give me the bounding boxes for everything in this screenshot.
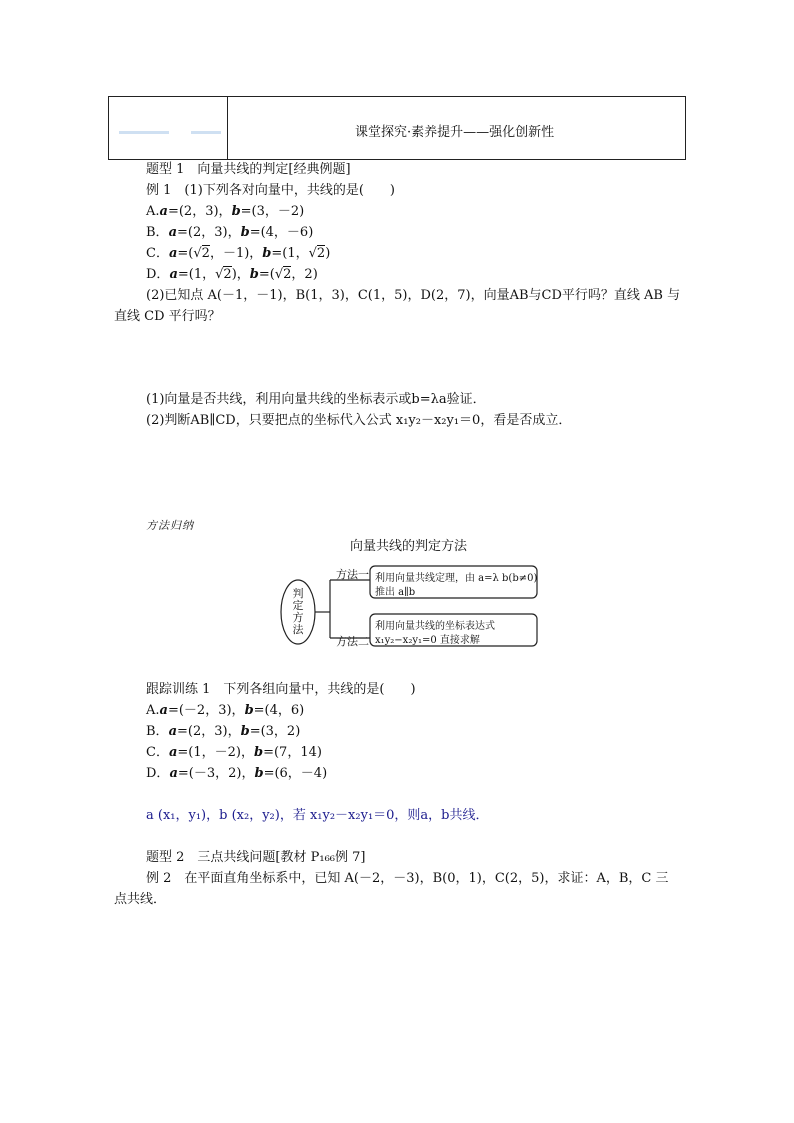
method2-line1: 利用向量共线的坐标表达式 [375, 621, 495, 632]
example2-line2: 点共线． [114, 892, 167, 907]
question2-line1: (2)已知点 A(－1，－1)，B(1，3)，C(1，5)，D(2，7)，向量AB与CD平行吗？直线 AB 与 [146, 288, 681, 303]
hint-line2: (2)判断AB∥CD，只要把点的坐标代入公式 x₁y₂－x₂y₁＝0，看是否成立． [146, 413, 572, 428]
header-title: 课堂探究·素养提升——强化创新性 [355, 125, 555, 140]
example1-intro: 例 1 (1)下列各对向量中，共线的是( ) [146, 183, 395, 198]
hint-line1: (1)向量是否共线，利用向量共线的坐标表示或b=λa验证． [146, 392, 486, 407]
method1-line1: 利用向量共线定理，由 a=λ b(b≠0) [375, 573, 538, 584]
option-c: C．a=(√2，－1)，b=(1，√2) [146, 246, 331, 261]
method-title: 向量共线的判定方法 [350, 539, 468, 554]
practice-note: a (x₁，y₁)，b (x₂，y₂)，若 x₁y₂－x₂y₁＝0，则a，b共线． [146, 808, 489, 823]
practice-option-d: D．a=(－3，2)，b=(6，－4) [146, 766, 328, 781]
method2-label: 方法二 [336, 635, 369, 648]
option-a: A.a=(2，3)，b=(3，－2) [146, 204, 305, 219]
question2-line2: 直线 CD 平行吗？ [114, 309, 221, 324]
method2-line2: x₁y₂−x₂y₁=0 直接求解 [375, 635, 480, 646]
method-tag: 方法归纳 [146, 519, 194, 532]
method1-line2: 推出 a∥b [375, 587, 416, 598]
example2-line1: 例 2 在平面直角坐标系中，已知 A(－2，－3)，B(0，1)，C(2，5)，求证：A，B，C 三 [146, 871, 669, 886]
practice-option-a: A.a=(－2，3)，b=(4，6) [146, 703, 305, 718]
practice-intro: 跟踪训练 1 下列各组向量中，共线的是( ) [146, 682, 416, 697]
section1-heading: 题型 1 向量共线的判定[经典例题] [146, 162, 351, 177]
practice-option-b: B．a=(2，3)，b=(3，2) [146, 724, 301, 739]
practice-option-c: C．a=(1，－2)，b=(7，14) [146, 745, 322, 760]
option-b: B．a=(2，3)，b=(4，－6) [146, 225, 314, 240]
option-d: D．a=(1，√2)，b=(√2，2) [146, 267, 318, 282]
section2-heading: 题型 2 三点共线问题[教材 P₁₆₆例 7] [146, 850, 366, 865]
method1-label: 方法一 [336, 568, 369, 581]
method-center-label: 判 定 方 法 [292, 587, 304, 636]
